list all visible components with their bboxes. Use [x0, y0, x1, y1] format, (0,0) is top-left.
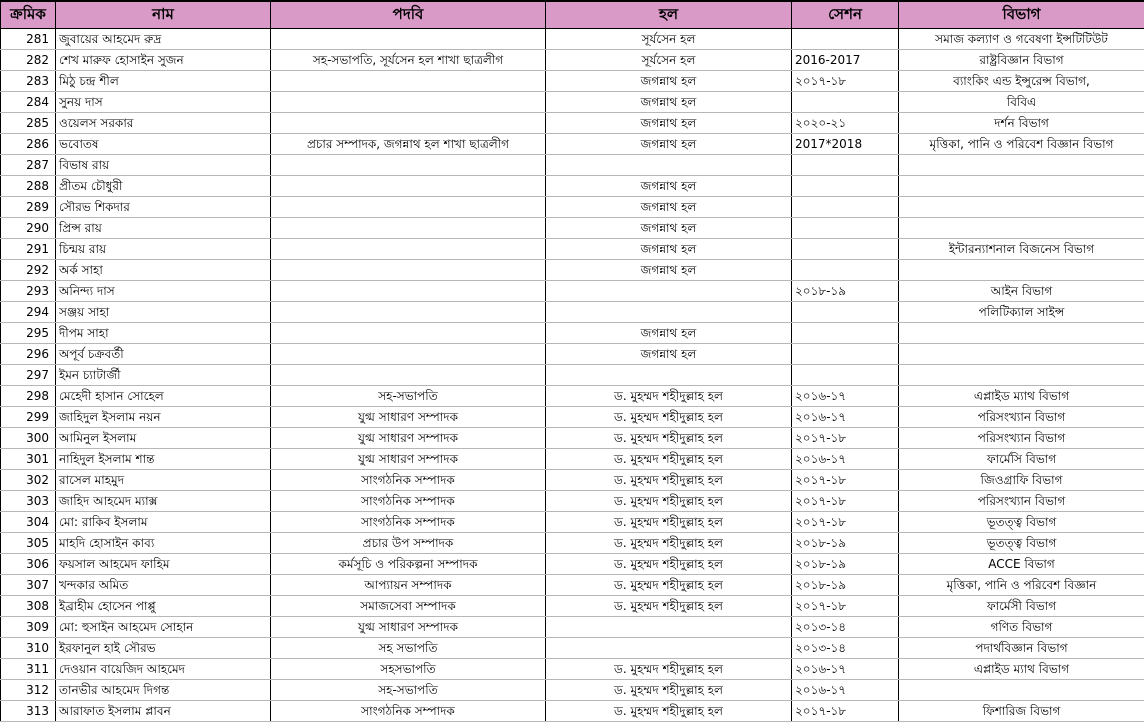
- table-row: [1, 260, 1144, 281]
- table-row: [1, 71, 1144, 92]
- row-department-cell[interactable]: [899, 344, 1144, 365]
- row-post-cell[interactable]: [271, 155, 546, 176]
- row-serial-cell[interactable]: 291: [1, 239, 56, 260]
- row-post-cell[interactable]: সাংগঠনিক সম্পাদক: [271, 491, 546, 512]
- row-post-cell[interactable]: [271, 323, 546, 344]
- row-serial-cell[interactable]: 289: [1, 197, 56, 218]
- row-name-cell[interactable]: তানভীর আহমেদ দিগন্ত: [56, 680, 271, 701]
- row-session-cell[interactable]: 2017*2018: [792, 134, 899, 155]
- row-session-cell[interactable]: [792, 92, 899, 113]
- table-row: [1, 50, 1144, 71]
- row-hall-cell[interactable]: ড. মুহম্মদ শহীদুল্লাহ হল: [546, 407, 792, 428]
- row-name-cell[interactable]: ফয়সাল আহমেদ ফাহিম: [56, 554, 271, 575]
- row-serial-cell[interactable]: 302: [1, 470, 56, 491]
- row-name-cell[interactable]: প্রীতম চৌধুরী: [56, 176, 271, 197]
- row-department-cell[interactable]: ফিশারিজ বিভাগ: [899, 701, 1144, 722]
- row-hall-cell[interactable]: জগন্নাথ হল: [546, 71, 792, 92]
- row-hall-cell[interactable]: জগন্নাথ হল: [546, 344, 792, 365]
- row-hall-cell[interactable]: ড. মুহম্মদ শহীদুল্লাহ হল: [546, 512, 792, 533]
- row-name-cell[interactable]: ভবোতষ: [56, 134, 271, 155]
- row-serial-cell[interactable]: 312: [1, 680, 56, 701]
- row-session-cell[interactable]: ২০১৭-১৮: [792, 596, 899, 617]
- row-department-cell[interactable]: [899, 176, 1144, 197]
- row-serial-cell[interactable]: 309: [1, 617, 56, 638]
- row-name-cell[interactable]: অপূর্ব চক্রবর্তী: [56, 344, 271, 365]
- row-serial-cell[interactable]: 305: [1, 533, 56, 554]
- row-post-cell[interactable]: সাংগঠনিক সম্পাদক: [271, 470, 546, 491]
- row-department-cell[interactable]: ফার্মেসি বিভাগ: [899, 449, 1144, 470]
- row-department-cell[interactable]: [899, 680, 1144, 701]
- row-session-cell[interactable]: ২০১৬-১৭: [792, 659, 899, 680]
- row-department-cell[interactable]: রাষ্ট্রবিজ্ঞান বিভাগ: [899, 50, 1144, 71]
- row-department-cell[interactable]: [899, 260, 1144, 281]
- row-session-cell[interactable]: ২০১৭-১৮: [792, 701, 899, 722]
- row-hall-cell[interactable]: [546, 155, 792, 176]
- row-department-cell[interactable]: পরিসংখ্যান বিভাগ: [899, 407, 1144, 428]
- row-hall-cell[interactable]: [546, 281, 792, 302]
- row-post-cell[interactable]: সহ সভাপতি: [271, 638, 546, 659]
- row-serial-cell[interactable]: 297: [1, 365, 56, 386]
- row-post-cell[interactable]: [271, 218, 546, 239]
- table-row: [1, 365, 1144, 386]
- row-name-cell[interactable]: নাহিদুল ইসলাম শান্ত: [56, 449, 271, 470]
- row-session-cell[interactable]: [792, 323, 899, 344]
- row-post-cell[interactable]: সহ-সভাপতি: [271, 386, 546, 407]
- row-post-cell[interactable]: [271, 197, 546, 218]
- row-serial-cell[interactable]: 298: [1, 386, 56, 407]
- row-serial-cell[interactable]: 301: [1, 449, 56, 470]
- row-session-cell[interactable]: ২০১৭-১৮: [792, 512, 899, 533]
- row-serial-cell[interactable]: 284: [1, 92, 56, 113]
- table-row: [1, 218, 1144, 239]
- row-name-cell[interactable]: দেওয়ান বায়েজিদ আহমেদ: [56, 659, 271, 680]
- row-session-cell[interactable]: [792, 344, 899, 365]
- header-post[interactable]: পদবি: [271, 1, 546, 29]
- row-name-cell[interactable]: ইরফানুল হাই সৌরভ: [56, 638, 271, 659]
- row-department-cell[interactable]: পলিটিক্যাল সাইন্স: [899, 302, 1144, 323]
- table-row: [1, 113, 1144, 134]
- row-department-cell[interactable]: আইন বিভাগ: [899, 281, 1144, 302]
- row-post-cell[interactable]: [271, 302, 546, 323]
- table-row: [1, 197, 1144, 218]
- row-session-cell[interactable]: [792, 176, 899, 197]
- row-department-cell[interactable]: মৃত্তিকা, পানি ও পরিবেশ বিজ্ঞান: [899, 575, 1144, 596]
- row-name-cell[interactable]: অর্ক সাহা: [56, 260, 271, 281]
- table-row: [1, 533, 1144, 554]
- table-row: [1, 176, 1144, 197]
- row-hall-cell[interactable]: ড. মুহম্মদ শহীদুল্লাহ হল: [546, 470, 792, 491]
- row-hall-cell[interactable]: সূর্যসেন হল: [546, 29, 792, 50]
- row-name-cell[interactable]: জাহিদুল ইসলাম নয়ন: [56, 407, 271, 428]
- row-session-cell[interactable]: [792, 365, 899, 386]
- row-department-cell[interactable]: এপ্লাইড ম্যাথ বিভাগ: [899, 659, 1144, 680]
- row-department-cell[interactable]: ভূতত্ত্ব বিভাগ: [899, 533, 1144, 554]
- row-post-cell[interactable]: সহ-সভাপতি, সূর্যসেন হল শাখা ছাত্রলীগ: [271, 50, 546, 71]
- row-post-cell[interactable]: যুগ্ম সাধারণ সম্পাদক: [271, 407, 546, 428]
- row-post-cell[interactable]: [271, 281, 546, 302]
- row-hall-cell[interactable]: ড. মুহম্মদ শহীদুল্লাহ হল: [546, 575, 792, 596]
- header-serial[interactable]: ক্রমিক: [1, 1, 56, 29]
- row-department-cell[interactable]: [899, 323, 1144, 344]
- row-serial-cell[interactable]: 308: [1, 596, 56, 617]
- table-row: [1, 92, 1144, 113]
- row-session-cell[interactable]: ২০১৬-১৭: [792, 386, 899, 407]
- row-post-cell[interactable]: প্রচার সম্পাদক, জগন্নাথ হল শাখা ছাত্রলীগ: [271, 134, 546, 155]
- row-department-cell[interactable]: পরিসংখ্যান বিভাগ: [899, 491, 1144, 512]
- header-name[interactable]: নাম: [56, 1, 271, 29]
- table-row: [1, 575, 1144, 596]
- table-row: [1, 281, 1144, 302]
- row-post-cell[interactable]: যুগ্ম সাধারণ সম্পাদক: [271, 449, 546, 470]
- table-row: [1, 638, 1144, 659]
- row-session-cell[interactable]: ২০১৭-১৮: [792, 491, 899, 512]
- table-row: [1, 155, 1144, 176]
- table-row: [1, 29, 1144, 50]
- row-session-cell[interactable]: [792, 239, 899, 260]
- row-hall-cell[interactable]: ড. মুহম্মদ শহীদুল্লাহ হল: [546, 386, 792, 407]
- row-post-cell[interactable]: কর্মসূচি ও পরিকল্পনা সম্পাদক: [271, 554, 546, 575]
- row-name-cell[interactable]: সুনয় দাস: [56, 92, 271, 113]
- row-serial-cell[interactable]: 300: [1, 428, 56, 449]
- row-name-cell[interactable]: অনিন্দ্য দাস: [56, 281, 271, 302]
- row-serial-cell[interactable]: 310: [1, 638, 56, 659]
- row-department-cell[interactable]: পরিসংখ্যান বিভাগ: [899, 428, 1144, 449]
- row-serial-cell[interactable]: 311: [1, 659, 56, 680]
- row-hall-cell[interactable]: জগন্নাথ হল: [546, 113, 792, 134]
- table-row: [1, 554, 1144, 575]
- row-hall-cell[interactable]: [546, 638, 792, 659]
- table-row: [1, 617, 1144, 638]
- row-session-cell[interactable]: ২০১৮-১৯: [792, 575, 899, 596]
- row-name-cell[interactable]: মো: হুসাইন আহমেদ সোহান: [56, 617, 271, 638]
- row-department-cell[interactable]: ইন্টারন্যাশনাল বিজনেস বিভাগ: [899, 239, 1144, 260]
- row-session-cell[interactable]: ২০১৬-১৭: [792, 680, 899, 701]
- row-post-cell[interactable]: সহ-সভাপতি: [271, 680, 546, 701]
- row-hall-cell[interactable]: জগন্নাথ হল: [546, 92, 792, 113]
- row-post-cell[interactable]: [271, 239, 546, 260]
- row-hall-cell[interactable]: সূর্যসেন হল: [546, 50, 792, 71]
- row-hall-cell[interactable]: জগন্নাথ হল: [546, 323, 792, 344]
- row-session-cell[interactable]: ২০১৬-১৭: [792, 449, 899, 470]
- row-post-cell[interactable]: [271, 260, 546, 281]
- table-row: [1, 239, 1144, 260]
- row-hall-cell[interactable]: ড. মুহম্মদ শহীদুল্লাহ হল: [546, 701, 792, 722]
- row-hall-cell[interactable]: জগন্নাথ হল: [546, 260, 792, 281]
- row-post-cell[interactable]: [271, 344, 546, 365]
- row-hall-cell[interactable]: ড. মুহম্মদ শহীদুল্লাহ হল: [546, 596, 792, 617]
- row-serial-cell[interactable]: 292: [1, 260, 56, 281]
- row-session-cell[interactable]: ২০১৮-১৯: [792, 281, 899, 302]
- row-department-cell[interactable]: [899, 365, 1144, 386]
- table-body: [1, 29, 1144, 722]
- row-serial-cell[interactable]: 296: [1, 344, 56, 365]
- row-session-cell[interactable]: [792, 155, 899, 176]
- row-name-cell[interactable]: ইব্রাহীম হোসেন পাপ্পু: [56, 596, 271, 617]
- row-hall-cell[interactable]: ড. মুহম্মদ শহীদুল্লাহ হল: [546, 428, 792, 449]
- row-hall-cell[interactable]: ড. মুহম্মদ শহীদুল্লাহ হল: [546, 449, 792, 470]
- table-row: [1, 596, 1144, 617]
- row-session-cell[interactable]: [792, 197, 899, 218]
- row-hall-cell[interactable]: ড. মুহম্মদ শহীদুল্লাহ হল: [546, 491, 792, 512]
- row-serial-cell[interactable]: 283: [1, 71, 56, 92]
- row-session-cell[interactable]: ২০১৭-১৮: [792, 428, 899, 449]
- row-department-cell[interactable]: ভূতত্ত্ব বিভাগ: [899, 512, 1144, 533]
- row-session-cell[interactable]: [792, 218, 899, 239]
- row-session-cell[interactable]: ২০১৭-১৮: [792, 470, 899, 491]
- row-department-cell[interactable]: বিবিএ: [899, 92, 1144, 113]
- row-name-cell[interactable]: রাসেল মাহমুদ: [56, 470, 271, 491]
- row-hall-cell[interactable]: [546, 617, 792, 638]
- row-post-cell[interactable]: সমাজসেবা সম্পাদক: [271, 596, 546, 617]
- row-name-cell[interactable]: আরাফাত ইসলাম প্লাবন: [56, 701, 271, 722]
- row-name-cell[interactable]: মেহেদী হাসান সোহেল: [56, 386, 271, 407]
- row-name-cell[interactable]: প্রিন্স রায়: [56, 218, 271, 239]
- row-hall-cell[interactable]: ড. মুহম্মদ শহীদুল্লাহ হল: [546, 533, 792, 554]
- row-session-cell[interactable]: [792, 260, 899, 281]
- row-serial-cell[interactable]: 288: [1, 176, 56, 197]
- row-department-cell[interactable]: গণিত বিভাগ: [899, 617, 1144, 638]
- table-row: [1, 407, 1144, 428]
- table-row: [1, 344, 1144, 365]
- row-session-cell[interactable]: ২০২০-২১: [792, 113, 899, 134]
- row-post-cell[interactable]: যুগ্ম সাধারণ সম্পাদক: [271, 428, 546, 449]
- row-post-cell[interactable]: [271, 71, 546, 92]
- row-name-cell[interactable]: ওয়েলস সরকার: [56, 113, 271, 134]
- row-post-cell[interactable]: [271, 365, 546, 386]
- header-department[interactable]: বিভাগ: [899, 1, 1144, 29]
- row-hall-cell[interactable]: জগন্নাথ হল: [546, 197, 792, 218]
- table-row: [1, 659, 1144, 680]
- header-session[interactable]: সেশন: [792, 1, 899, 29]
- header-hall[interactable]: হল: [546, 1, 792, 29]
- row-name-cell[interactable]: জুবায়ের আহমেদ রুদ্র: [56, 29, 271, 50]
- row-serial-cell[interactable]: 313: [1, 701, 56, 722]
- row-serial-cell[interactable]: 287: [1, 155, 56, 176]
- row-serial-cell[interactable]: 306: [1, 554, 56, 575]
- header-row: [1, 1, 1144, 29]
- table-row: [1, 302, 1144, 323]
- row-hall-cell[interactable]: [546, 365, 792, 386]
- row-name-cell[interactable]: সঞ্জয় সাহা: [56, 302, 271, 323]
- row-department-cell[interactable]: সমাজ কল্যাণ ও গবেষণা ইন্সটিটিউট: [899, 29, 1144, 50]
- row-hall-cell[interactable]: ড. মুহম্মদ শহীদুল্লাহ হল: [546, 659, 792, 680]
- row-hall-cell[interactable]: [546, 302, 792, 323]
- row-name-cell[interactable]: বিভাষ রায়: [56, 155, 271, 176]
- row-serial-cell[interactable]: 285: [1, 113, 56, 134]
- table-row: [1, 386, 1144, 407]
- row-name-cell[interactable]: জাহিদ আহমেদ ম্যাক্স: [56, 491, 271, 512]
- table-row: [1, 491, 1144, 512]
- row-department-cell[interactable]: [899, 197, 1144, 218]
- row-session-cell[interactable]: ২০১৩-১৪: [792, 638, 899, 659]
- row-hall-cell[interactable]: ড. মুহম্মদ শহীদুল্লাহ হল: [546, 680, 792, 701]
- row-serial-cell[interactable]: 304: [1, 512, 56, 533]
- row-name-cell[interactable]: সৌরভ শিকদার: [56, 197, 271, 218]
- row-post-cell[interactable]: [271, 113, 546, 134]
- row-session-cell[interactable]: ২০১৭-১৮: [792, 71, 899, 92]
- row-name-cell[interactable]: চিন্ময় রায়: [56, 239, 271, 260]
- row-post-cell[interactable]: [271, 29, 546, 50]
- row-serial-cell[interactable]: 293: [1, 281, 56, 302]
- row-serial-cell[interactable]: 303: [1, 491, 56, 512]
- row-post-cell[interactable]: যুগ্ম সাধারণ সম্পাদক: [271, 617, 546, 638]
- row-serial-cell[interactable]: 290: [1, 218, 56, 239]
- row-post-cell[interactable]: [271, 92, 546, 113]
- row-post-cell[interactable]: সাংগঠনিক সম্পাদক: [271, 701, 546, 722]
- row-session-cell[interactable]: ২০১৮-১৯: [792, 554, 899, 575]
- row-department-cell[interactable]: ফার্মেসী বিভাগ: [899, 596, 1144, 617]
- row-name-cell[interactable]: মাহদি হোসাইন কাব্য: [56, 533, 271, 554]
- row-post-cell[interactable]: সহসভাপতি: [271, 659, 546, 680]
- row-session-cell[interactable]: ২০১৩-১৪: [792, 617, 899, 638]
- row-department-cell[interactable]: ACCE বিভাগ: [899, 554, 1144, 575]
- row-session-cell[interactable]: 2016-2017: [792, 50, 899, 71]
- row-post-cell[interactable]: প্রচার উপ সম্পাদক: [271, 533, 546, 554]
- table-row: [1, 428, 1144, 449]
- row-session-cell[interactable]: ২০১৬-১৭: [792, 407, 899, 428]
- row-hall-cell[interactable]: জগন্নাথ হল: [546, 134, 792, 155]
- row-department-cell[interactable]: ব্যাংকিং এন্ড ইন্সুরেন্স বিভাগ,: [899, 71, 1144, 92]
- table-row: [1, 470, 1144, 491]
- row-serial-cell[interactable]: 282: [1, 50, 56, 71]
- row-hall-cell[interactable]: জগন্নাথ হল: [546, 239, 792, 260]
- row-name-cell[interactable]: আমিনুল ইসলাম: [56, 428, 271, 449]
- row-serial-cell[interactable]: 299: [1, 407, 56, 428]
- table-row: [1, 680, 1144, 701]
- row-session-cell[interactable]: [792, 302, 899, 323]
- row-post-cell[interactable]: সাংগঠনিক সম্পাদক: [271, 512, 546, 533]
- table-row: [1, 449, 1144, 470]
- row-name-cell[interactable]: খন্দকার অমিত: [56, 575, 271, 596]
- row-hall-cell[interactable]: জগন্নাথ হল: [546, 218, 792, 239]
- row-serial-cell[interactable]: 286: [1, 134, 56, 155]
- row-name-cell[interactable]: মো: রাকিব ইসলাম: [56, 512, 271, 533]
- row-serial-cell[interactable]: 281: [1, 29, 56, 50]
- row-hall-cell[interactable]: জগন্নাথ হল: [546, 176, 792, 197]
- row-name-cell[interactable]: ইমন চ্যাটার্জী: [56, 365, 271, 386]
- row-name-cell[interactable]: শেখ মারুফ হোসাইন সুজন: [56, 50, 271, 71]
- row-session-cell[interactable]: [792, 29, 899, 50]
- row-serial-cell[interactable]: 294: [1, 302, 56, 323]
- row-post-cell[interactable]: [271, 176, 546, 197]
- row-department-cell[interactable]: দর্শন বিভাগ: [899, 113, 1144, 134]
- table-row: [1, 323, 1144, 344]
- row-hall-cell[interactable]: ড. মুহম্মদ শহীদুল্লাহ হল: [546, 554, 792, 575]
- row-department-cell[interactable]: [899, 155, 1144, 176]
- row-serial-cell[interactable]: 295: [1, 323, 56, 344]
- row-name-cell[interactable]: মিঠু চন্দ্র শীল: [56, 71, 271, 92]
- row-session-cell[interactable]: ২০১৮-১৯: [792, 533, 899, 554]
- row-department-cell[interactable]: মৃত্তিকা, পানি ও পরিবেশ বিজ্ঞান বিভাগ: [899, 134, 1144, 155]
- row-department-cell[interactable]: [899, 218, 1144, 239]
- row-name-cell[interactable]: দীপম সাহা: [56, 323, 271, 344]
- row-post-cell[interactable]: আপ্যায়ন সম্পাদক: [271, 575, 546, 596]
- row-department-cell[interactable]: এপ্লাইড ম্যাথ বিভাগ: [899, 386, 1144, 407]
- row-serial-cell[interactable]: 307: [1, 575, 56, 596]
- row-department-cell[interactable]: পদার্থবিজ্ঞান বিভাগ: [899, 638, 1144, 659]
- table-row: [1, 512, 1144, 533]
- table-row: [1, 701, 1144, 722]
- row-department-cell[interactable]: জিওগ্রাফি বিভাগ: [899, 470, 1144, 491]
- table-row: [1, 134, 1144, 155]
